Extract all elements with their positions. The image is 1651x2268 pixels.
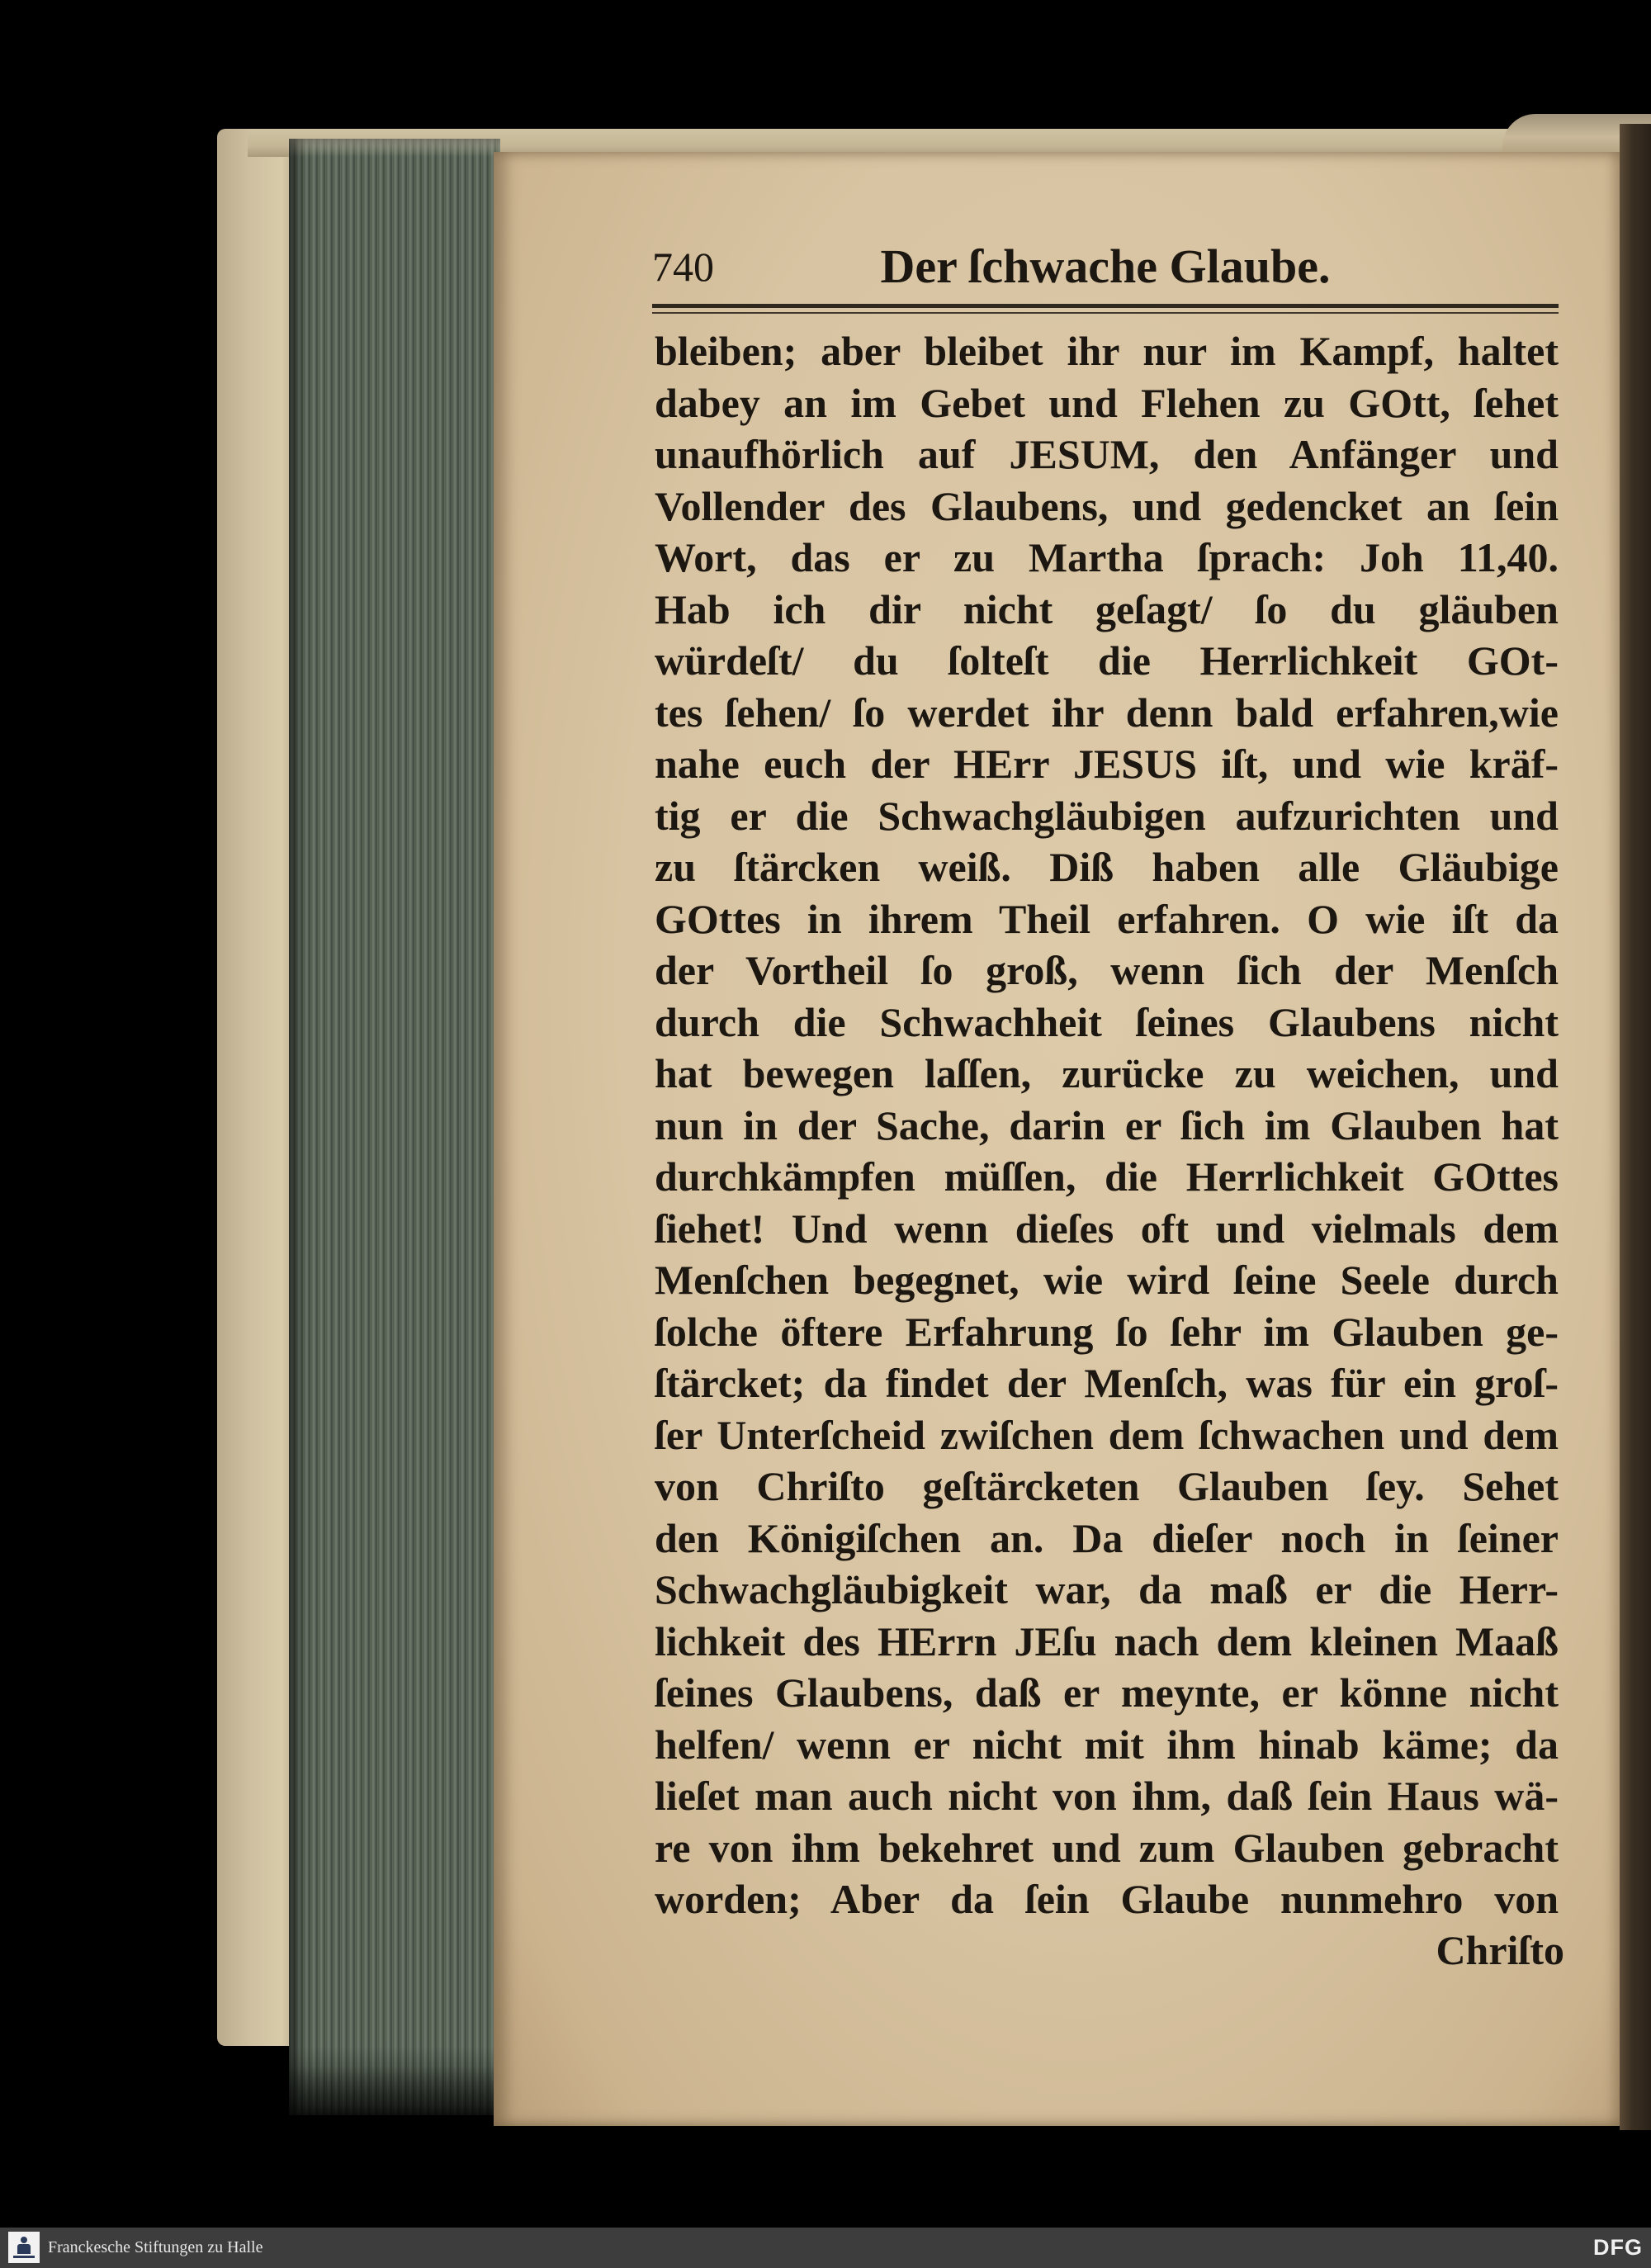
logo-emblem-head xyxy=(21,2237,27,2243)
header-rule-thin xyxy=(652,312,1559,314)
text-line: bleiben; aber bleibet ihr nur im Kampf, haltet xyxy=(655,328,1559,374)
text-line: nun in der Sache, darin er ſich im Glauben hat xyxy=(655,1101,1559,1148)
text-line: Hab ich dir nicht geſagt/ ſo du gläuben xyxy=(655,585,1559,632)
institution-name: Franckesche Stiftungen zu Halle xyxy=(48,2238,263,2256)
text-line: Wort, das er zu Martha ſprach: Joh 11,40. xyxy=(655,534,1559,580)
text-line: würdeſt/ du ſolteſt die Herrlichkeit GOt- xyxy=(655,637,1559,684)
text-line: Vollender des Glaubens, und gedencket an ſein xyxy=(655,482,1559,529)
book-right-edge xyxy=(1620,124,1651,2130)
text-line: ſolche öftere Erfahrung ſo ſehr im Glauben ge- xyxy=(655,1308,1559,1355)
text-line: lieſet man auch nicht von ihm, daß ſein Haus wä- xyxy=(655,1773,1559,1819)
running-head-title: Der ſchwache Glaube. xyxy=(880,239,1331,293)
text-line: Schwachgläubigkeit war, da maß er die Herr- xyxy=(655,1566,1559,1612)
text-line: GOttes in ihrem Theil erfahren. O wie iſt da xyxy=(655,895,1559,942)
text-line: ſeines Glaubens, daß er meynte, er könne nicht xyxy=(655,1669,1559,1716)
text-line: hat bewegen laſſen, zurücke zu weichen, und xyxy=(655,1050,1559,1096)
running-head xyxy=(652,238,1559,296)
text-line: von Chriſto geſtärcketen Glauben ſey. Sehet xyxy=(655,1463,1559,1509)
catchword: Chriſto xyxy=(1436,1927,1564,1973)
text-line: helfen/ wenn er nicht mit ihm hinab käme; da xyxy=(655,1721,1559,1768)
logo-emblem-base xyxy=(13,2256,35,2258)
text-line: worden; Aber da ſein Glaube nunmehro von xyxy=(655,1876,1559,1922)
logo-emblem-body xyxy=(17,2244,31,2254)
text-line: re von ihm bekehret und zum Glauben gebracht xyxy=(655,1824,1559,1871)
text-line: ſiehet! Und wenn dieſes oft und vielmals dem xyxy=(655,1205,1559,1252)
text-line: den Königiſchen an. Da dieſer noch in ſeiner xyxy=(655,1514,1559,1561)
text-line: ſer Unterſcheid zwiſchen dem ſchwachen und dem xyxy=(655,1411,1559,1458)
body-text xyxy=(655,325,1559,1927)
text-line: dabey an im Gebet und Flehen zu GOtt, ſehet xyxy=(655,379,1559,426)
viewer-footer xyxy=(0,2228,1651,2268)
text-line: unaufhörlich auf JESUM, den Anfänger und xyxy=(655,431,1559,477)
page-stack-fore-edge xyxy=(289,139,500,2115)
text-line: Menſchen begegnet, wie wird ſeine Seele durch xyxy=(655,1257,1559,1303)
page-stack-shadow xyxy=(289,2046,495,2120)
text-line: der Vortheil ſo groß, wenn ſich der Menſch xyxy=(655,947,1559,993)
text-line: lichkeit des HErrn JEſu nach dem kleinen Maaß xyxy=(655,1617,1559,1664)
text-line: ſtärcket; da findet der Menſch, was für ein groſ- xyxy=(655,1360,1559,1406)
funder-logo: DFG xyxy=(1593,2235,1643,2260)
text-line: tes ſehen/ ſo werdet ihr denn bald erfahren,wie xyxy=(655,689,1559,736)
text-line: durch die Schwachheit ſeines Glaubens nicht xyxy=(655,998,1559,1045)
page-number: 740 xyxy=(652,244,714,290)
franckesche-stiftungen-logo-icon xyxy=(8,2232,40,2263)
text-line: zu ſtärcken weiß. Diß haben alle Gläubige xyxy=(655,844,1559,890)
text-line: nahe euch der HErr JESUS iſt, und wie kräf- xyxy=(655,741,1559,787)
text-line: tig er die Schwachgläubigen aufzurichten und xyxy=(655,792,1559,839)
header-rule xyxy=(652,304,1559,308)
text-line: durchkämpfen müſſen, die Herrlichkeit GOttes xyxy=(655,1153,1559,1200)
